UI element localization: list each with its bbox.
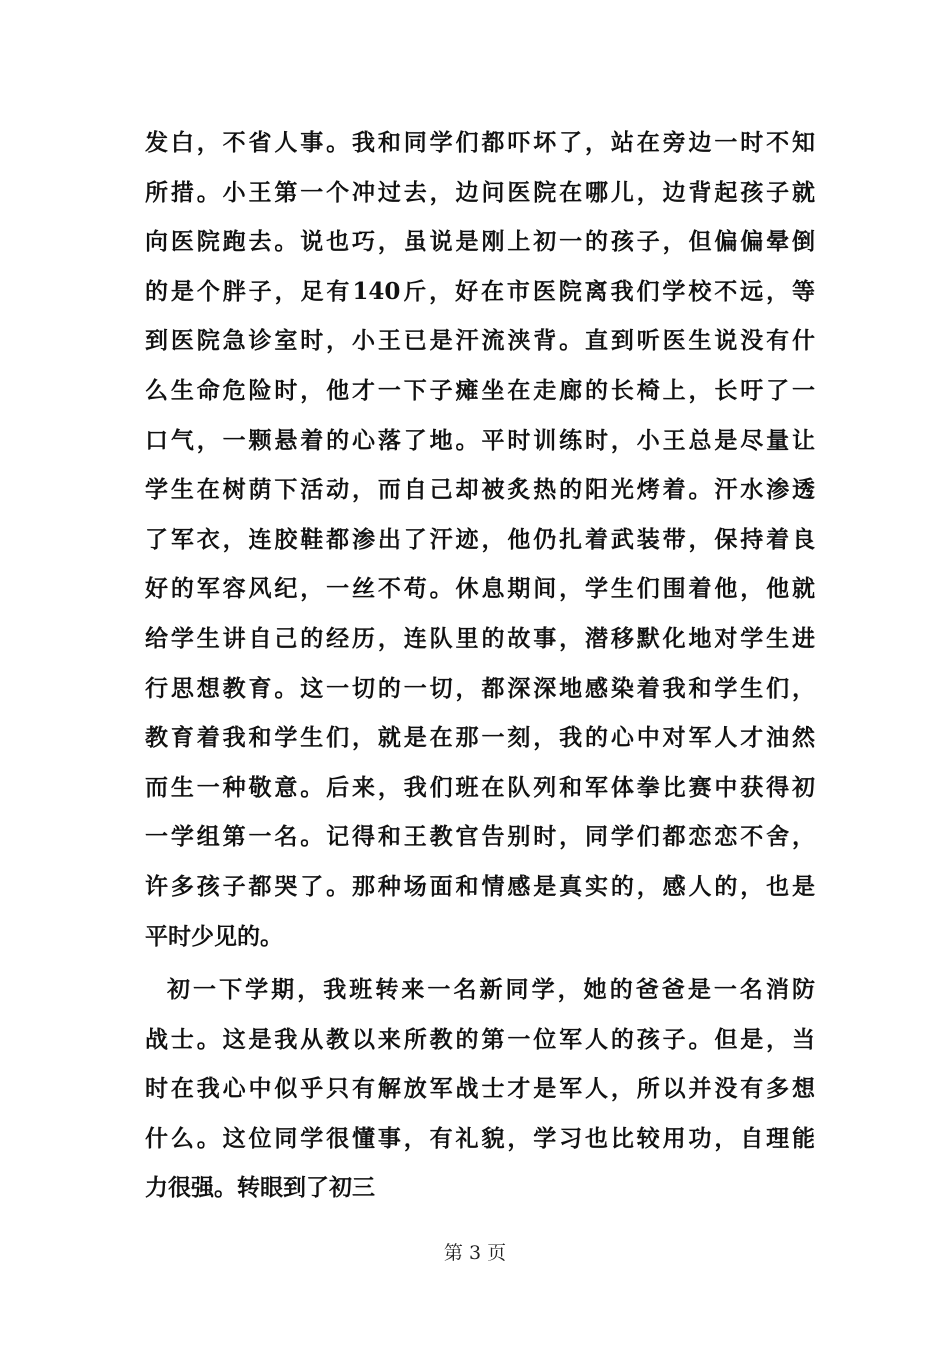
text-line: 口气，一颗悬着的心落了地。平时训练时，小王总是尽量让: [145, 426, 815, 454]
text-line: 发白，不省人事。我和同学们都吓坏了，站在旁边一时不知: [145, 129, 815, 156]
text-line: 到医院急诊室时，小王已是汗流浃背。直到听医生说没有什: [145, 327, 815, 355]
text-line: 向医院跑去。说也巧，虽说是刚上初一的孩子，但偏偏晕倒: [145, 228, 815, 256]
text-line: 初一下学期，我班转来一名新同学，她的爸爸是一名消防: [167, 976, 815, 1004]
text-line: 所措。小王第一个冲过去，边问医院在哪儿，边背起孩子就: [145, 178, 815, 206]
text-line: 战士。这是我从教以来所教的第一位军人的孩子。但是，当: [145, 1025, 815, 1053]
text-line: 教育着我和学生们，就是在那一刻，我的心中对军人才油然: [145, 724, 815, 752]
text-line: 什么。这位同学很懂事，有礼貌，学习也比较用功，自理能: [145, 1124, 815, 1152]
text-line: 么生命危险时，他才一下子瘫坐在走廊的长椅上，长吁了一: [145, 376, 815, 404]
text-line: 给学生讲自己的经历，连队里的故事，潜移默化地对学生进: [145, 624, 815, 652]
body-text: [145, 118, 815, 1213]
page-number: 第 3 页: [443, 1242, 507, 1264]
text-line: 的是个胖子，足有140斤，好在市医院离我们学校不远，等: [145, 277, 815, 305]
text-line: 好的军容风纪，一丝不苟。休息期间，学生们围着他，他就: [145, 575, 815, 603]
paragraph-1: [145, 118, 815, 961]
text-line: 许多孩子都哭了。那种场面和情感是真实的，感人的，也是: [145, 872, 815, 900]
text-line: 时在我心中似乎只有解放军战士才是军人，所以并没有多想: [145, 1075, 815, 1103]
text-line: 一学组第一名。记得和王教官告别时，同学们都恋恋不舍，: [145, 823, 815, 851]
text-line: 了军衣，连胶鞋都渗出了汗迹，他仍扎着武装带，保持着良: [145, 525, 815, 553]
text-line: 力很强。转眼到了初三: [145, 1174, 375, 1202]
text-line: 学生在树荫下活动，而自己却被炙热的阳光烤着。汗水渗透: [145, 476, 815, 504]
text-line: 而生一种敬意。后来，我们班在队列和军体拳比赛中获得初: [145, 773, 815, 801]
text-line: 行思想教育。这一切的一切，都深深地感染着我和学生们，: [145, 674, 815, 702]
text-line: 平时少见的。: [145, 922, 283, 950]
paragraph-2: [145, 965, 815, 1213]
